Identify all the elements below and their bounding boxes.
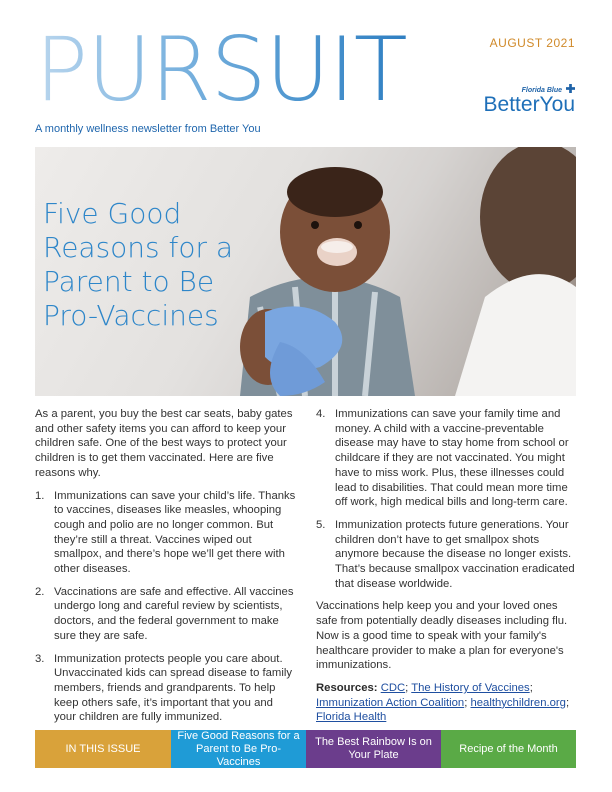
reasons-list-part1 (35, 489, 297, 726)
article-headline: Five Good Reasons for a Parent to Be Pro-Vaccines (43, 197, 234, 332)
issue-date: AUGUST 2021 (489, 36, 575, 50)
reason-item: 3. Immunization protects people you care about. Unvaccinated kids can spread disease to family members, friends and grandparents. To help keep others safe, it’s important that you and your children are fully immunized. (35, 652, 292, 724)
reasons-list-part2 (316, 407, 578, 591)
article-column-right (316, 407, 578, 733)
hero-image (35, 147, 576, 396)
resources: Resources: CDC; The History of Vaccines; Immunization Action Coalition; healthychildren.org; Florida Health (316, 681, 570, 724)
tagline: A monthly wellness newsletter from Better You (35, 123, 261, 135)
resource-link-immunization-action-coalition[interactable]: Immunization Action Coalition (316, 696, 465, 709)
article-intro: As a parent, you buy the best car seats, baby gates and other safety items you can afford to keep your children safe. One of the best ways to protect your children is to get them vaccinated. Here are five reasons why. (35, 408, 293, 479)
brand-small-text: Florida Blue (521, 87, 563, 94)
resource-link-florida-health[interactable]: Florida Health (316, 711, 387, 724)
resources-label: Resources: (316, 681, 378, 694)
reason-item: 2. Vaccinations are safe and effective. All vaccines undergo long and careful review by scientists, doctors, and the federal government to make sure they are safe. (35, 585, 294, 642)
article-column-left (35, 407, 297, 733)
article-closing: Vaccinations help keep you and your loved ones safe from potentially deadly diseases including flu. Now is a good time to speak with your family's healthcare provider to make a plan for everyone's immunizations. (316, 600, 568, 672)
issue-link-rainbow[interactable]: The Best Rainbow Is on Your Plate (306, 730, 441, 768)
resource-link-healthychildren[interactable]: healthychildren.org (470, 696, 566, 709)
issue-link-vaccines[interactable]: Five Good Reasons for a Parent to Be Pro-Vaccines (171, 730, 306, 768)
masthead-title: PURSUIT (35, 18, 407, 121)
brand-name: BetterYou (483, 93, 575, 116)
reason-item: 1. Immunizations can save your child’s life. Thanks to vaccines, diseases like measles, whooping cough and polio are no longer common. But they’re still a threat. Vaccines wiped out smallpox, and there’s hope we’ll get there with other diseases. (35, 489, 296, 576)
brand-logo (484, 84, 575, 116)
in-this-issue-label: IN THIS ISSUE (35, 730, 171, 768)
resource-link-history-of-vaccines[interactable]: The History of Vaccines (411, 681, 530, 694)
issue-link-recipe[interactable]: Recipe of the Month (441, 730, 576, 768)
blue-cross-icon (566, 84, 575, 93)
resource-link-cdc[interactable]: CDC (380, 681, 406, 694)
reason-item: 4. Immunizations can save your family time and money. A child with a vaccine-preventable disease may have to stay home from school or childcare if they are not vaccinated. You might have to miss work. Plus, these illnesses could lead to disabilities. That could mean more time off work, high medical bills and long-term care. (316, 408, 569, 509)
reason-item: 5. Immunization protects future generations. Your children don’t have to get smallpox shots anymore because the disease no longer exists. That’s because smallpox vaccination eradicated that disease worldwide. (316, 518, 575, 590)
in-this-issue-bar (35, 730, 576, 768)
